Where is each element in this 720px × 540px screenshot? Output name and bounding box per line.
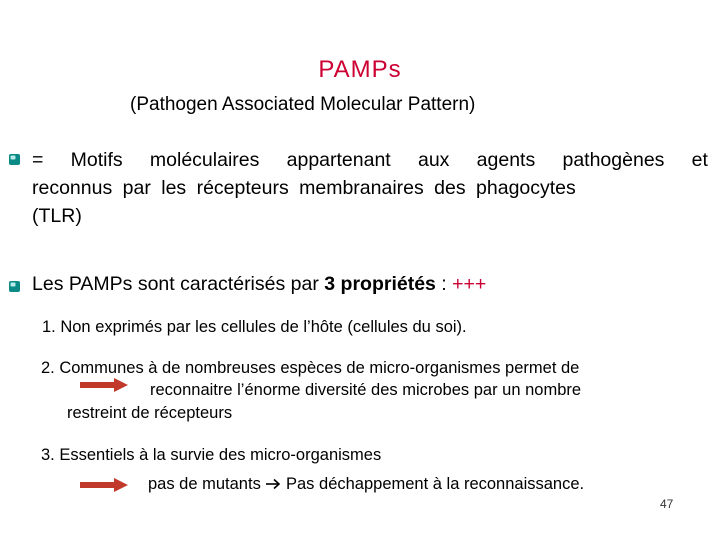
page-number: 47 xyxy=(660,497,674,511)
bullet-motifs-line3: (TLR) xyxy=(32,205,82,227)
bullet-properties xyxy=(32,273,486,296)
word: Motifs xyxy=(70,149,123,171)
bullet-motifs xyxy=(32,146,708,230)
word: et xyxy=(691,149,708,171)
right-arrow-icon xyxy=(80,378,128,392)
bullet-properties-bold: 3 propriétés xyxy=(324,273,436,295)
property-item-3-line1: 3. Essentiels à la survie des micro-organismes xyxy=(41,446,382,464)
emphasis-mark: +++ xyxy=(452,273,487,295)
property-item-2-line3: restreint de récepteurs xyxy=(67,404,233,422)
small-arrow-icon xyxy=(265,478,281,490)
no-mutants-text: pas de mutants xyxy=(148,475,266,493)
property-item-2-line2: reconnaitre l’énorme diversité des microbes par un nombre xyxy=(150,381,582,399)
bullet-properties-colon: : xyxy=(435,273,453,295)
slide-title: PAMPs xyxy=(318,56,402,83)
right-arrow-icon xyxy=(80,478,128,492)
word: agents xyxy=(476,149,536,171)
bullet-motifs-line1 xyxy=(32,146,708,174)
word: appartenant xyxy=(286,149,391,171)
property-item-1: 1. Non exprimés par les cellules de l’hôte (cellules du soi). xyxy=(42,318,467,336)
slide-subtitle: (Pathogen Associated Molecular Pattern) xyxy=(130,94,476,115)
property-item-2-line1: 2. Communes à de nombreuses espèces de micro-organismes permet de xyxy=(41,359,580,377)
square-bullet-icon xyxy=(8,152,22,166)
no-escape-text: Pas déchappement à la reconnaissance. xyxy=(286,475,585,493)
word: aux xyxy=(417,149,450,171)
square-bullet-icon xyxy=(8,279,22,293)
word: = xyxy=(32,149,44,171)
word: moléculaires xyxy=(149,149,260,171)
bullet-motifs-line2: reconnus par les récepteurs membranaires des phagocytes xyxy=(32,177,576,199)
property-item-3-line2 xyxy=(148,475,584,494)
bullet-properties-text: Les PAMPs sont caractérisés par xyxy=(32,273,325,295)
word: pathogènes xyxy=(562,149,665,171)
